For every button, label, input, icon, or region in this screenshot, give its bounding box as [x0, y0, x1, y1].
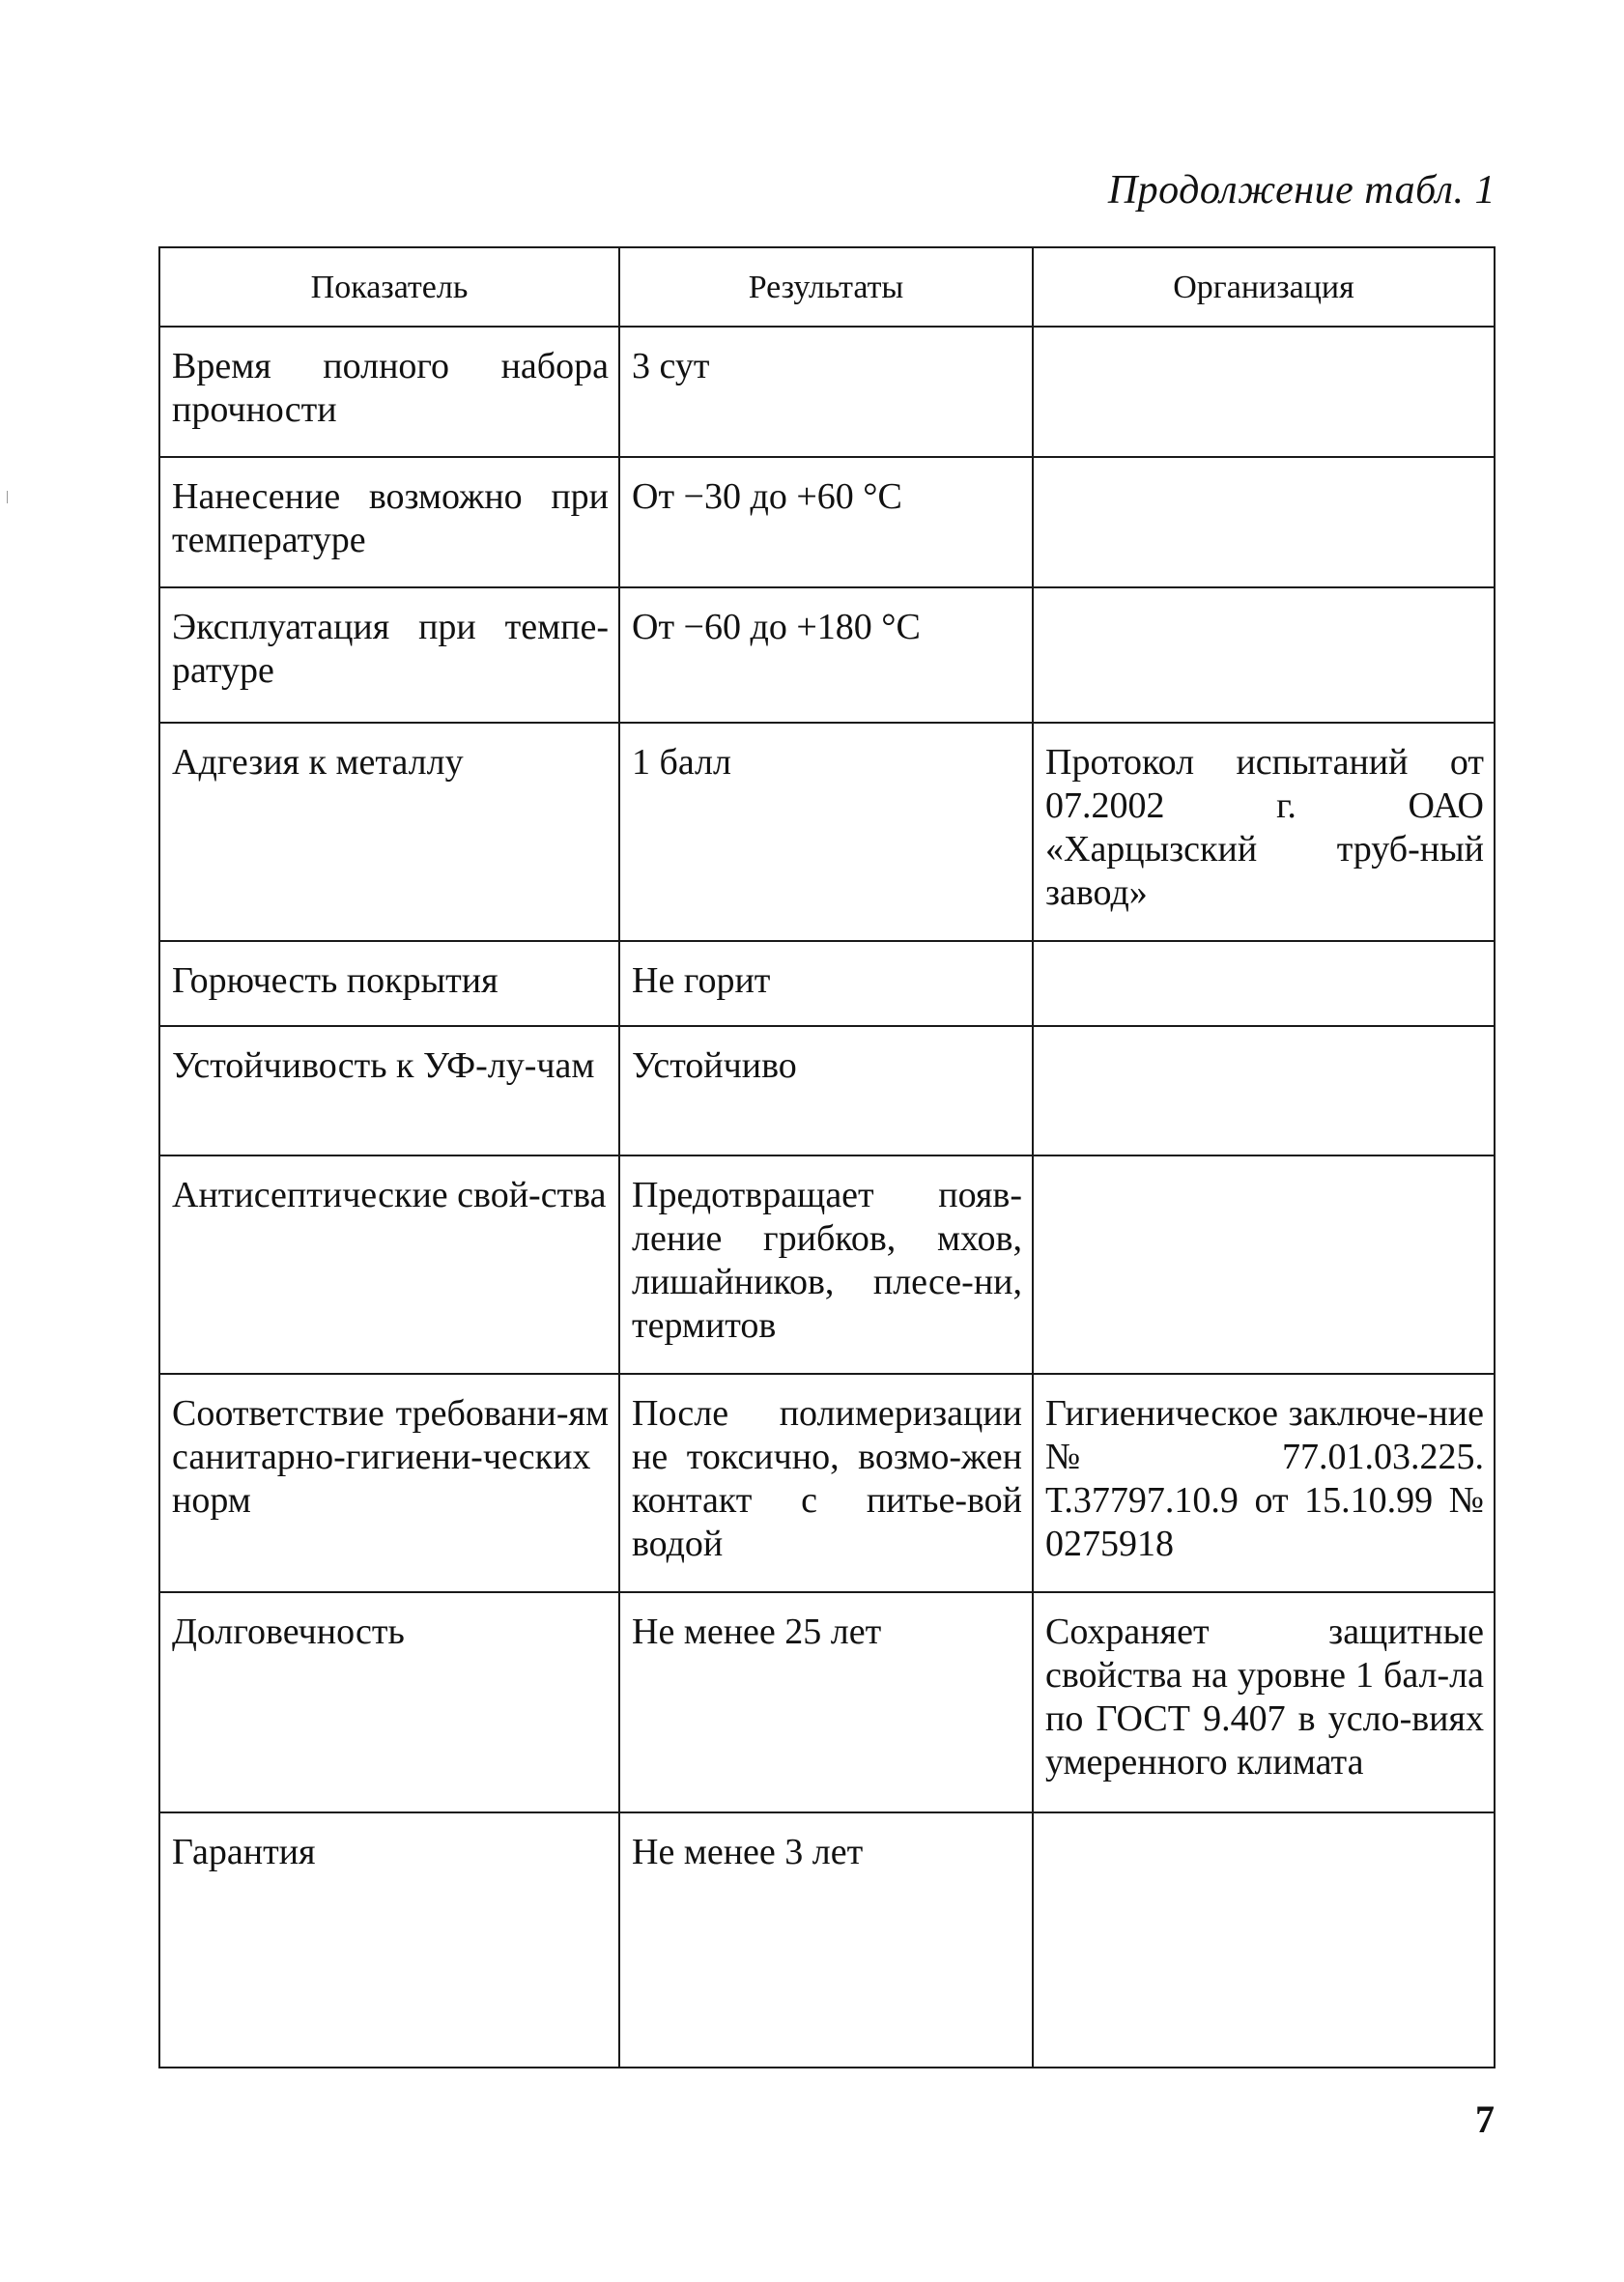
cell-indicator: Устойчивость к УФ-лу-чам — [159, 1026, 619, 1155]
header-results: Результаты — [619, 247, 1033, 327]
cell-organization — [1033, 1155, 1495, 1374]
cell-result: 3 сут — [619, 327, 1033, 457]
cell-organization: Протокол испытаний от 07.2002 г. ОАО «Харцызский труб-ный завод» — [1033, 723, 1495, 941]
table-header-row — [159, 247, 1495, 327]
cell-result: От −30 до +60 °С — [619, 457, 1033, 587]
table-row — [159, 327, 1495, 457]
table-row — [159, 457, 1495, 587]
cell-organization: Сохраняет защитные свойства на уровне 1 бал-ла по ГОСТ 9.407 в усло-виях умеренного климата — [1033, 1592, 1495, 1812]
cell-organization: Гигиеническое заключе-ние № 77.01.03.225. Т.37797.10.9 от 15.10.99 № 0275918 — [1033, 1374, 1495, 1592]
cell-result: Устойчиво — [619, 1026, 1033, 1155]
header-organization: Организация — [1033, 247, 1495, 327]
table-row — [159, 1026, 1495, 1155]
table-row — [159, 1374, 1495, 1592]
cell-indicator: Горючесть покрытия — [159, 941, 619, 1026]
table-continuation-caption: Продолжение табл. 1 — [1107, 168, 1496, 213]
table-row — [159, 723, 1495, 941]
cell-organization — [1033, 941, 1495, 1026]
properties-table — [158, 246, 1496, 2068]
cell-organization — [1033, 1812, 1495, 2068]
cell-indicator: Долговечность — [159, 1592, 619, 1812]
cell-organization — [1033, 587, 1495, 723]
cell-indicator: Адгезия к металлу — [159, 723, 619, 941]
cell-result: Предотвращает появ-ление грибков, мхов, лишайников, плесе-ни, термитов — [619, 1155, 1033, 1374]
cell-indicator: Гарантия — [159, 1812, 619, 2068]
header-indicator: Показатель — [159, 247, 619, 327]
cell-result: После полимеризации не токсично, возмо-жен контакт с питье-вой водой — [619, 1374, 1033, 1592]
cell-result: 1 балл — [619, 723, 1033, 941]
cell-result: Не менее 25 лет — [619, 1592, 1033, 1812]
table-row — [159, 1592, 1495, 1812]
table-row — [159, 587, 1495, 723]
cell-organization — [1033, 1026, 1495, 1155]
cell-indicator: Время полного набора прочности — [159, 327, 619, 457]
cell-indicator: Эксплуатация при темпе-ратуре — [159, 587, 619, 723]
cell-organization — [1033, 457, 1495, 587]
table-row — [159, 941, 1495, 1026]
cell-result: От −60 до +180 °С — [619, 587, 1033, 723]
page-number: 7 — [1475, 2097, 1495, 2141]
table-row — [159, 1155, 1495, 1374]
cell-indicator: Соответствие требовани-ям санитарно-гигиени-ческих норм — [159, 1374, 619, 1592]
table-row — [159, 1812, 1495, 2068]
cell-organization — [1033, 327, 1495, 457]
margin-mark — [7, 491, 8, 503]
cell-indicator: Антисептические свой-ства — [159, 1155, 619, 1374]
cell-indicator: Нанесение возможно при температуре — [159, 457, 619, 587]
cell-result: Не горит — [619, 941, 1033, 1026]
cell-result: Не менее 3 лет — [619, 1812, 1033, 2068]
